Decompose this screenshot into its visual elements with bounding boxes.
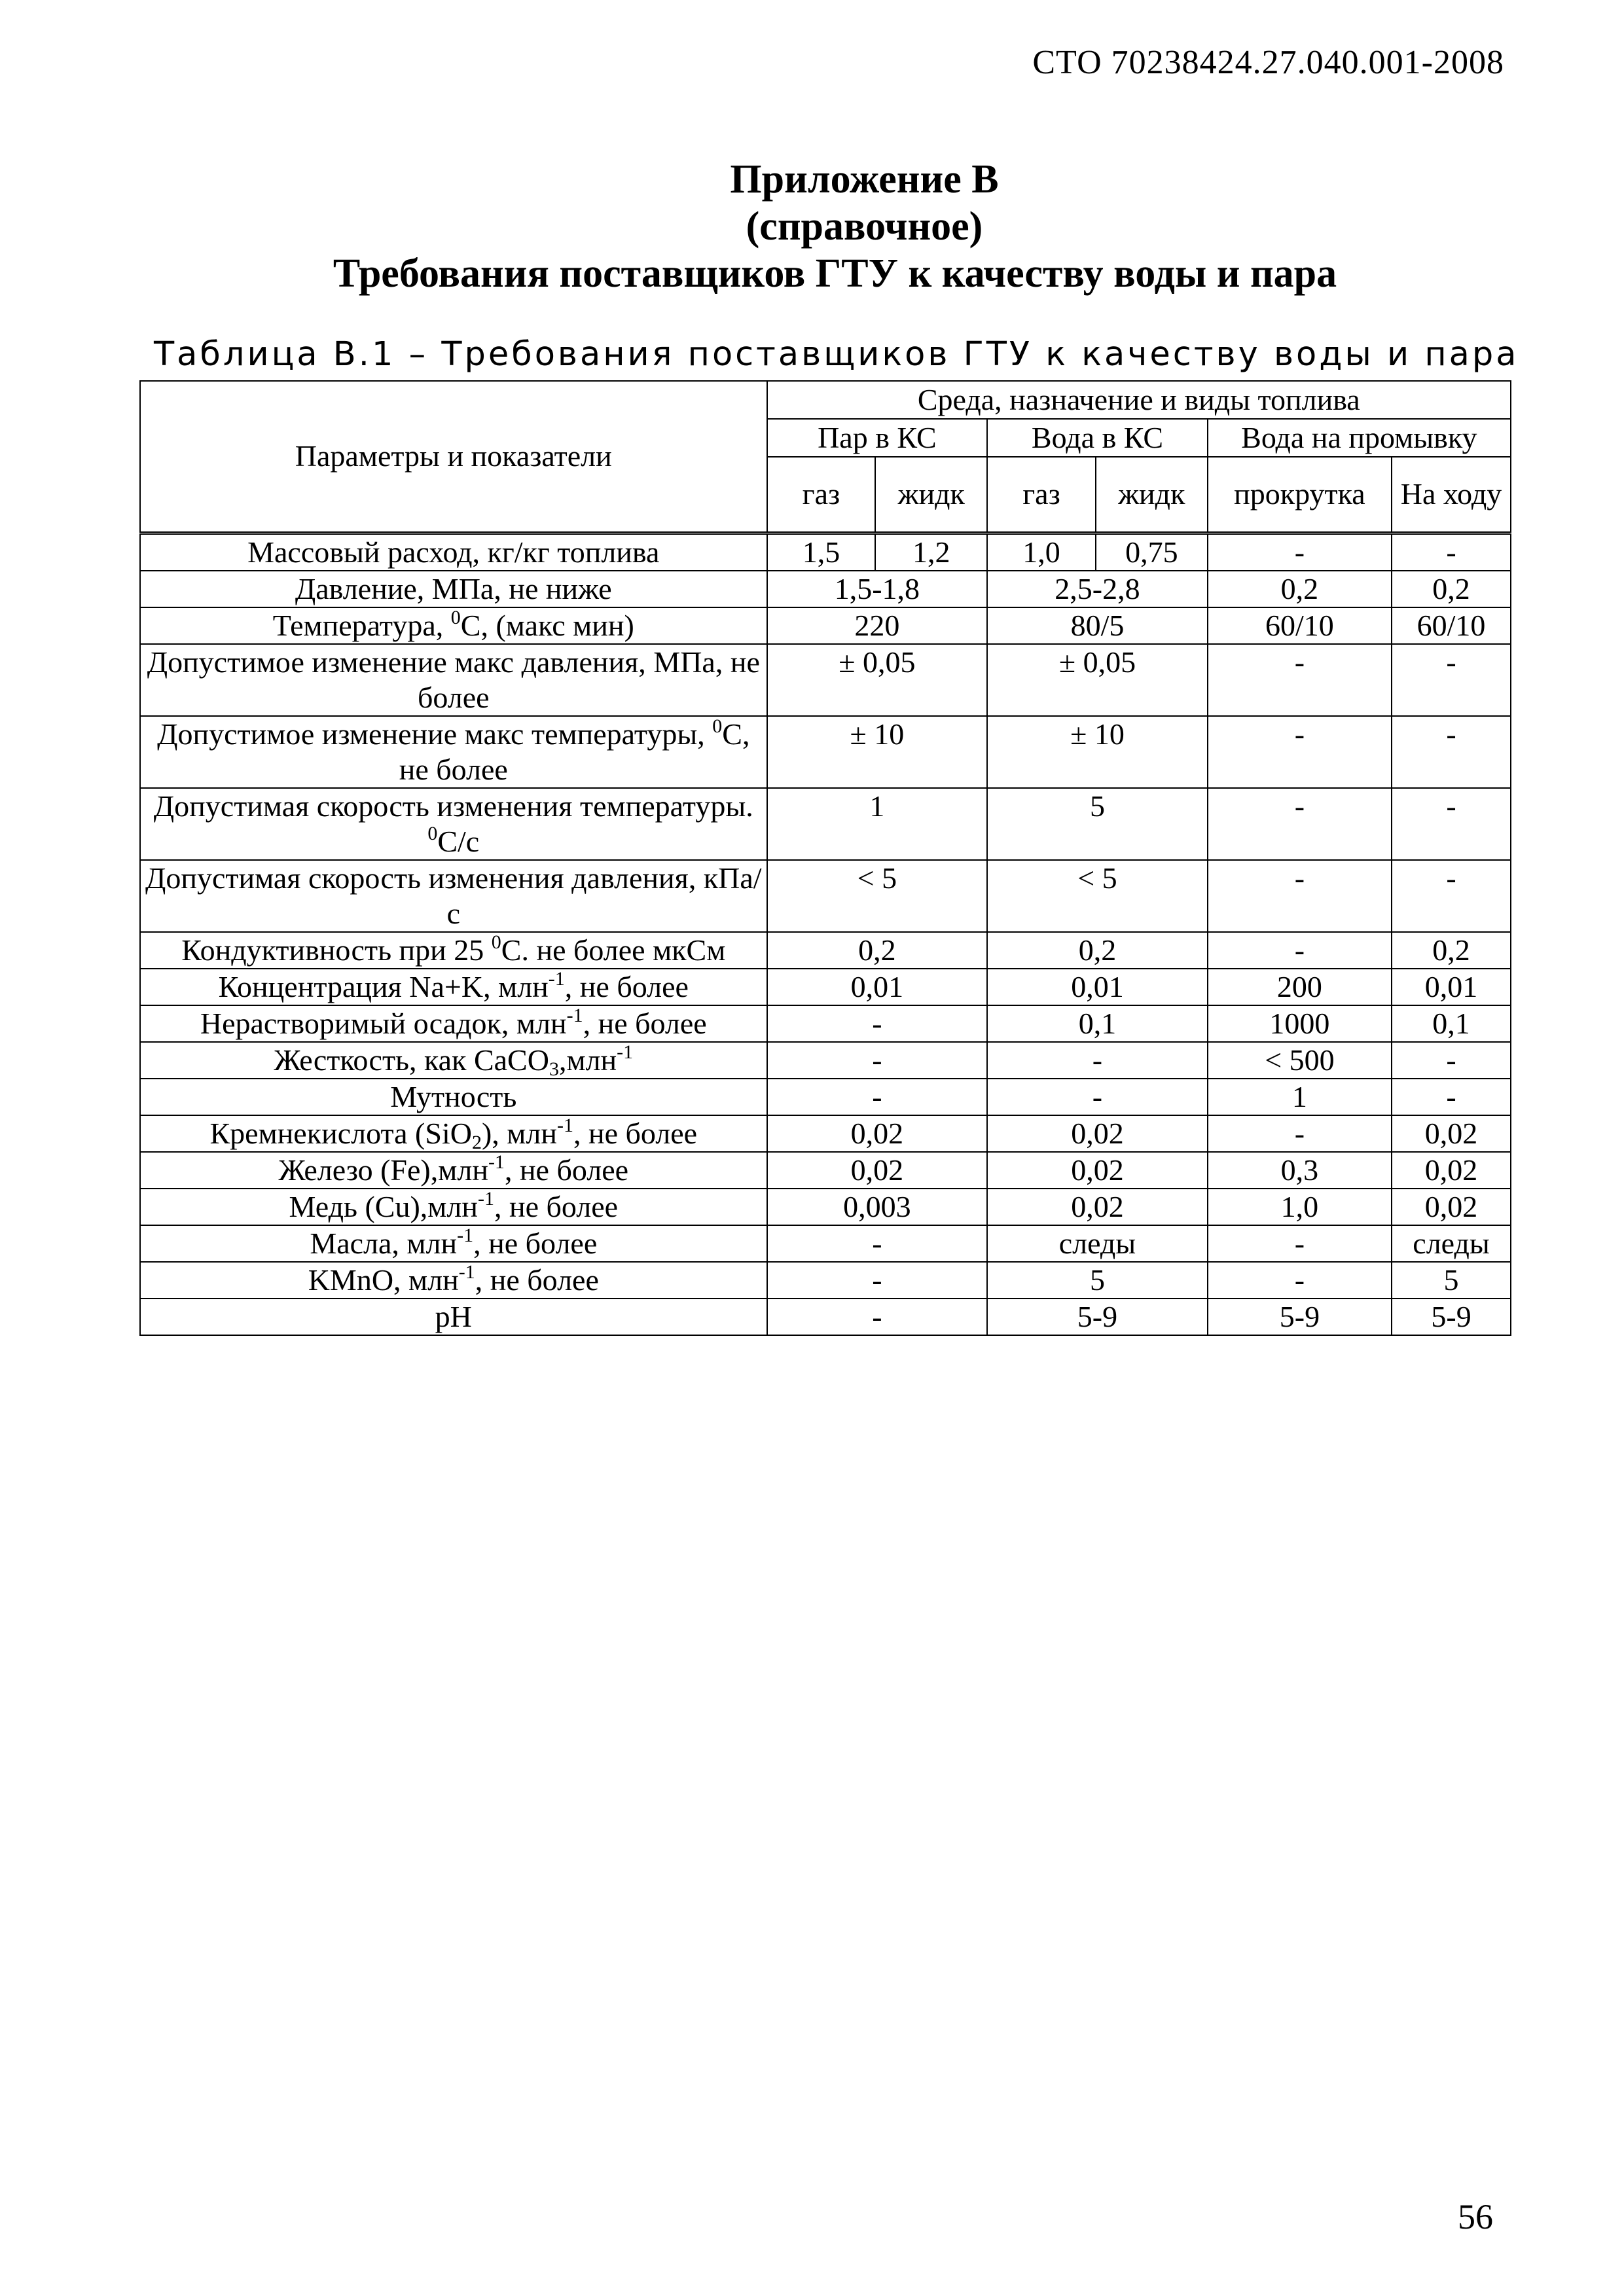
value-cell: 5-9: [1392, 1299, 1511, 1335]
value-cell: 80/5: [987, 607, 1208, 644]
header-on-run: На ходу: [1392, 457, 1511, 533]
value-cell: -: [987, 1079, 1208, 1115]
param-name: Кремнекислота (SiO$_2$), млн$^{-1}$, не более: [140, 1115, 767, 1152]
value-cell: 0,2: [767, 932, 988, 969]
appendix-subtitle: Требования поставщиков ГТУ к качеству воды и пара: [333, 251, 1337, 296]
header-steam: Пар в КС: [767, 419, 988, 457]
value-cell: -: [1392, 716, 1511, 788]
value-cell: 5: [987, 788, 1208, 860]
value-cell: следы: [1392, 1225, 1511, 1262]
param-name: Допустимое изменение макс температуры, $^0$С, не более: [140, 716, 767, 788]
value-cell: 0,02: [767, 1152, 988, 1189]
value-cell: 0,2: [1208, 571, 1392, 607]
value-cell: 0,02: [1392, 1115, 1511, 1152]
value-cell: 0,01: [767, 969, 988, 1005]
value-cell: 5-9: [1208, 1299, 1392, 1335]
param-name: Мутность: [140, 1079, 767, 1115]
value-cell: ± 10: [987, 716, 1208, 788]
value-cell: -: [1392, 788, 1511, 860]
value-cell: 200: [1208, 969, 1392, 1005]
param-name: Медь (Cu),млн$^{-1}$, не более: [140, 1189, 767, 1225]
value-cell: 0,02: [987, 1152, 1208, 1189]
table-row: [140, 860, 1511, 932]
header-crank: прокрутка: [1208, 457, 1392, 533]
value-cell: -: [1392, 860, 1511, 932]
value-cell: 0,2: [1392, 932, 1511, 969]
value-cell: 0,02: [1392, 1152, 1511, 1189]
value-cell: -: [1392, 1079, 1511, 1115]
value-cell: -: [767, 1225, 988, 1262]
param-name: Масла, млн$^{-1}$, не более: [140, 1225, 767, 1262]
value-cell: ± 0,05: [987, 644, 1208, 716]
value-cell: 0,1: [987, 1005, 1208, 1042]
param-name: KMnO, млн$^{-1}$, не более: [140, 1262, 767, 1299]
value-cell: < 500: [1208, 1042, 1392, 1079]
value-cell: -: [1208, 1115, 1392, 1152]
page-number: 56: [1458, 2197, 1493, 2236]
value-cell: 0,3: [1208, 1152, 1392, 1189]
value-cell: 60/10: [1208, 607, 1392, 644]
table-row: [140, 1079, 1511, 1115]
table-row: [140, 644, 1511, 716]
header-water: Вода в КС: [987, 419, 1208, 457]
table-row: [140, 1152, 1511, 1189]
value-cell: 0,2: [1392, 571, 1511, 607]
value-cell: -: [767, 1005, 988, 1042]
value-cell: -: [1392, 1042, 1511, 1079]
table-row: [140, 1042, 1511, 1079]
table-row: [140, 788, 1511, 860]
value-cell: 0,01: [987, 969, 1208, 1005]
value-cell: 0,003: [767, 1189, 988, 1225]
value-cell: < 5: [987, 860, 1208, 932]
value-cell: -: [1208, 1262, 1392, 1299]
param-name: Температура, $^0$С, (макс мин): [140, 607, 767, 644]
param-name: Железо (Fe),млн$^{-1}$, не более: [140, 1152, 767, 1189]
value-cell: -: [1208, 644, 1392, 716]
header-gas-2: газ: [987, 457, 1096, 533]
table-row: [140, 1189, 1511, 1225]
table-row: [140, 1225, 1511, 1262]
header-group: Среда, назначение и виды топлива: [767, 381, 1511, 419]
value-cell: 0,01: [1392, 969, 1511, 1005]
value-cell: 5-9: [987, 1299, 1208, 1335]
value-cell: -: [1208, 788, 1392, 860]
param-name: Концентрация Na+K, млн$^{-1}$, не более: [140, 969, 767, 1005]
value-cell: 0,2: [987, 932, 1208, 969]
header-liquid-2: жидк: [1096, 457, 1208, 533]
value-cell: -: [1208, 860, 1392, 932]
value-cell: 0,02: [1392, 1189, 1511, 1225]
table-row: [140, 1115, 1511, 1152]
value-cell: 220: [767, 607, 988, 644]
param-name: Массовый расход, кг/кг топлива: [140, 533, 767, 571]
param-name: Допустимая скорость изменения давления, кПа/с: [140, 860, 767, 932]
value-cell: 0,02: [767, 1115, 988, 1152]
value-cell: < 5: [767, 860, 988, 932]
value-cell: 1: [1208, 1079, 1392, 1115]
value-cell: 0,02: [987, 1115, 1208, 1152]
value-cell: 1,0: [987, 533, 1096, 571]
table-row: [140, 607, 1511, 644]
value-cell: -: [1392, 533, 1511, 571]
param-name: pH: [140, 1299, 767, 1335]
value-cell: 1: [767, 788, 988, 860]
value-cell: -: [987, 1042, 1208, 1079]
table-row: [140, 571, 1511, 607]
param-name: Кондуктивность при 25 $^0$С. не более мкСм: [140, 932, 767, 969]
header-wash: Вода на промывку: [1208, 419, 1511, 457]
water-steam-requirements-table: [139, 380, 1511, 1336]
value-cell: ± 0,05: [767, 644, 988, 716]
param-name: Жесткость, как CaCO$_3$,млн$^{-1}$: [140, 1042, 767, 1079]
param-name: Допустимая скорость изменения температуры. $^0$С/с: [140, 788, 767, 860]
header-liquid-1: жидк: [875, 457, 987, 533]
value-cell: следы: [987, 1225, 1208, 1262]
table-row: [140, 1005, 1511, 1042]
value-cell: 5: [987, 1262, 1208, 1299]
value-cell: -: [1208, 533, 1392, 571]
value-cell: 1,2: [875, 533, 987, 571]
appendix-title: Приложение В: [730, 157, 999, 202]
value-cell: -: [1208, 932, 1392, 969]
value-cell: 5: [1392, 1262, 1511, 1299]
appendix-heading: [0, 156, 1624, 297]
table-row: [140, 1262, 1511, 1299]
table-row: [140, 533, 1511, 571]
table-row: [140, 932, 1511, 969]
header-params: Параметры и показатели: [140, 381, 767, 533]
value-cell: 1000: [1208, 1005, 1392, 1042]
value-cell: -: [767, 1042, 988, 1079]
param-name: Нерастворимый осадок, млн$^{-1}$, не более: [140, 1005, 767, 1042]
table-row: [140, 716, 1511, 788]
table-caption: Таблица В.1 – Требования поставщиков ГТУ к качеству воды и пара: [154, 335, 1519, 374]
value-cell: ± 10: [767, 716, 988, 788]
value-cell: 1,5: [767, 533, 876, 571]
value-cell: -: [1392, 644, 1511, 716]
appendix-type: (справочное): [746, 204, 983, 249]
header-gas-1: газ: [767, 457, 876, 533]
value-cell: -: [767, 1262, 988, 1299]
document-code: СТО 70238424.27.040.001-2008: [1032, 44, 1504, 81]
value-cell: 60/10: [1392, 607, 1511, 644]
value-cell: 0,75: [1096, 533, 1208, 571]
table-row: [140, 1299, 1511, 1335]
param-name: Давление, МПа, не ниже: [140, 571, 767, 607]
value-cell: -: [1208, 1225, 1392, 1262]
table-row: [140, 969, 1511, 1005]
value-cell: -: [1208, 716, 1392, 788]
value-cell: 1,5-1,8: [767, 571, 988, 607]
value-cell: -: [767, 1299, 988, 1335]
param-name: Допустимое изменение макс давления, МПа, не более: [140, 644, 767, 716]
value-cell: 2,5-2,8: [987, 571, 1208, 607]
value-cell: 0,1: [1392, 1005, 1511, 1042]
value-cell: 0,02: [987, 1189, 1208, 1225]
value-cell: -: [767, 1079, 988, 1115]
value-cell: 1,0: [1208, 1189, 1392, 1225]
